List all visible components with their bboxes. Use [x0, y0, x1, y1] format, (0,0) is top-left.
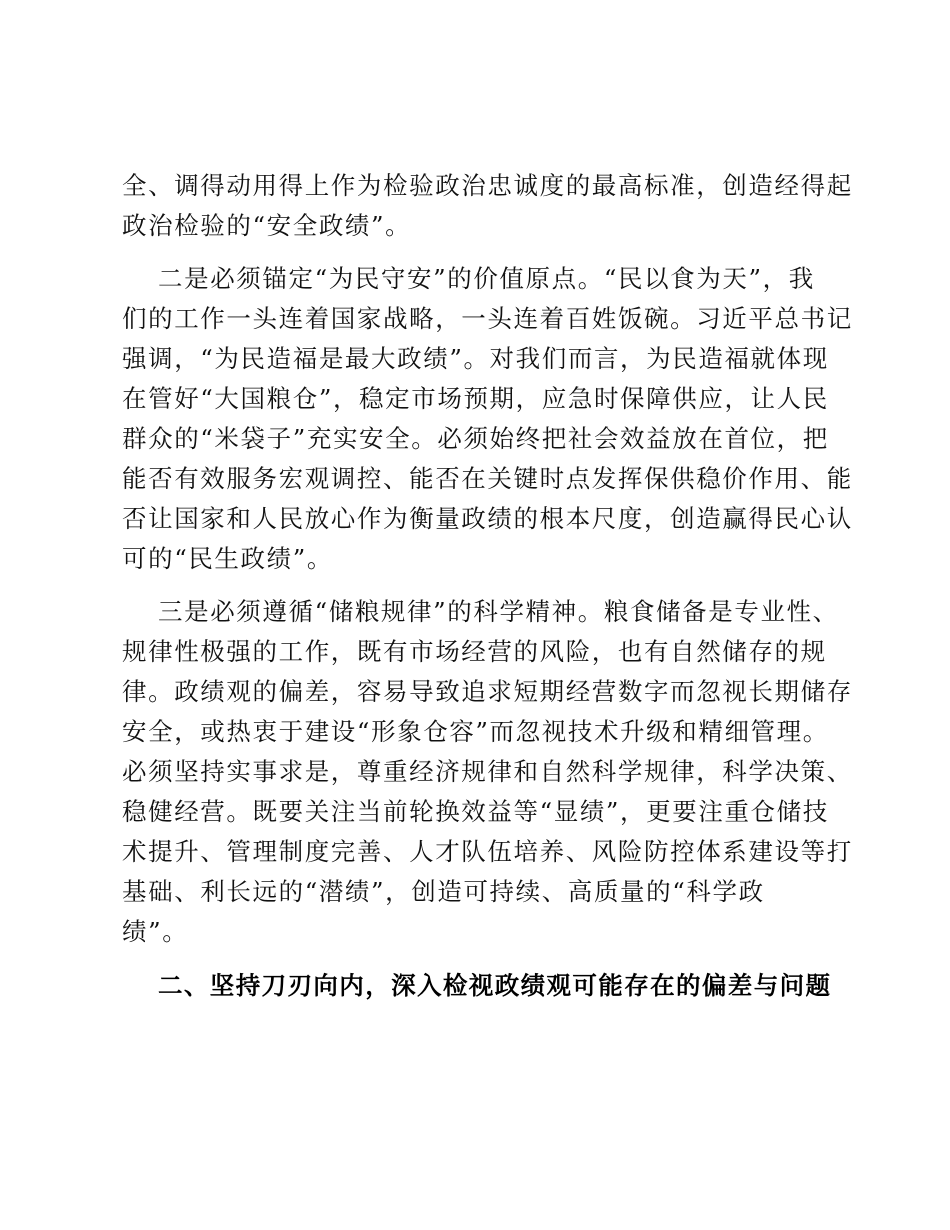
text-line: 术提升、管理制度完善、人才队伍培养、风险防控体系建设等打	[122, 837, 853, 866]
text-line: 可的“民生政绩”。	[122, 544, 333, 573]
text-line: 们的工作一头连着国家战略，一头连着百姓饭碗。习近平总书记	[122, 304, 853, 333]
text-line: 全、调得动用得上作为检验政治忠诚度的最高标准，创造经得起	[122, 171, 853, 200]
text-line: 安全，或热衷于建设“形象仓容”而忽视技术升级和精细管理。	[122, 717, 829, 746]
text-line: 在管好“大国粮仓”，稳定市场预期，应急时保障供应，让人民	[122, 384, 829, 413]
text-line: 否让国家和人民放心作为衡量政绩的根本尺度，创造赢得民心认	[122, 504, 853, 533]
text-line: 群众的“米袋子”充实安全。必须始终把社会效益放在首位，把	[122, 424, 829, 453]
text-line: 规律性极强的工作，既有市场经营的风险，也有自然储存的规	[122, 637, 827, 666]
text-line: 二是必须锚定“为民守安”的价值原点。“民以食为天”，我	[158, 264, 815, 293]
text-line: 政治检验的“安全政绩”。	[122, 211, 412, 240]
text-line: 三是必须遵循“储粮规律”的科学精神。粮食储备是专业性、	[158, 597, 839, 626]
text-line: 基础、利长远的“潜绩”，创造可持续、高质量的“科学政	[122, 877, 765, 906]
text-line: 稳健经营。既要关注当前轮换效益等“显绩”，更要注重仓储技	[122, 797, 829, 826]
text-line: 能否有效服务宏观调控、能否在关键时点发挥保供稳价作用、能	[122, 464, 853, 493]
section-heading: 二、坚持刀刃向内，深入检视政绩观可能存在的偏差与问题	[158, 971, 832, 1000]
text-line: 律。政绩观的偏差，容易导致追求短期经营数字而忽视长期储存	[122, 677, 853, 706]
text-line: 强调，“为民造福是最大政绩”。对我们而言，为民造福就体现	[122, 344, 829, 373]
text-line: 绩”。	[122, 917, 189, 946]
text-line: 必须坚持实事求是，尊重经济规律和自然科学规律，科学决策、	[122, 757, 853, 786]
